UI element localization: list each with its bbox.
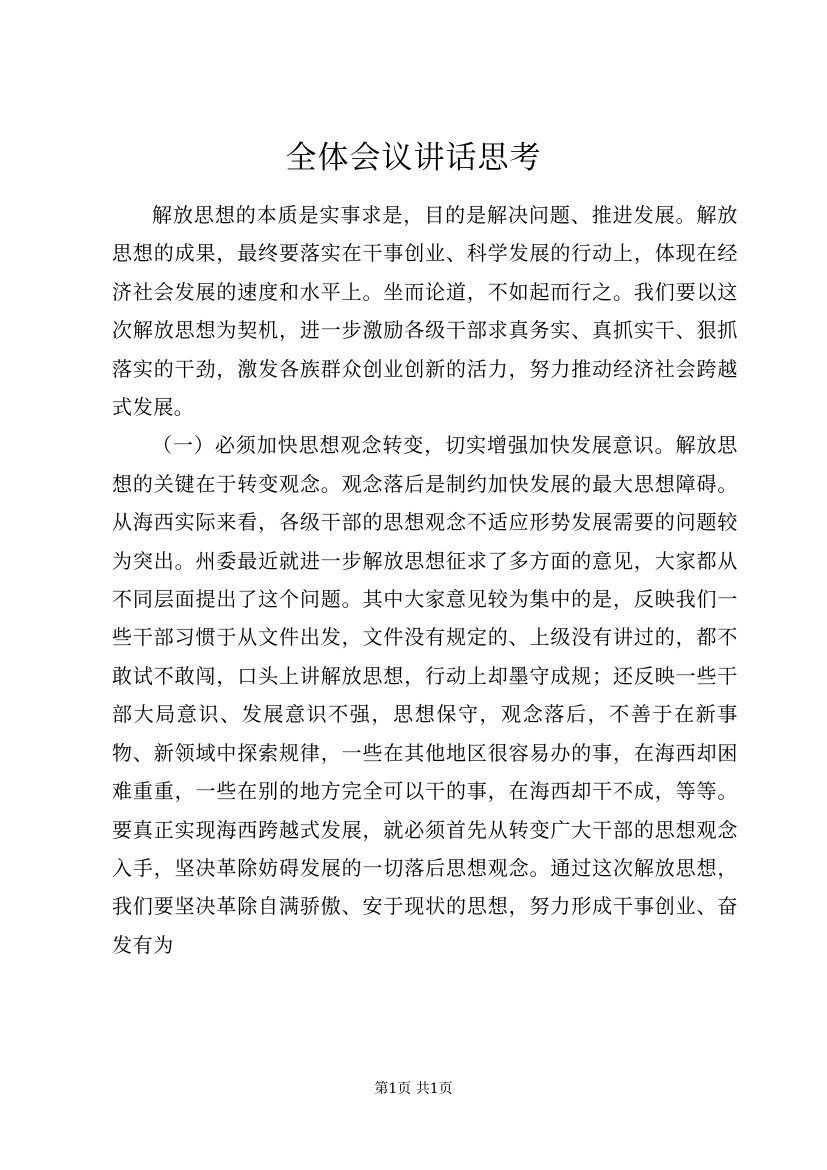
document-body	[112, 196, 738, 964]
page-number: 第1页 共1页	[374, 1081, 453, 1097]
paragraph-1: 解放思想的本质是实事求是，目的是解决问题、推进发展。解放思想的成果，最终要落实在干事创业、科学发展的行动上，体现在经济社会发展的速度和水平上。坐而论道，不如起而行之。我们要以这次解放思想为契机，进一步激励各级干部求真务实、真抓实干、狠抓落实的干劲，激发各族群众创业创新的活力，努力推动经济社会跨越式发展。	[112, 203, 738, 420]
page-footer	[0, 1079, 827, 1099]
paragraph-2: （一）必须加快思想观念转变，切实增强加快发展意识。解放思想的关键在于转变观念。观念落后是制约加快发展的最大思想障碍。从海西实际来看，各级干部的思想观念不适应形势发展需要的问题较为突出。州委最近就进一步解放思想征求了多方面的意见，大家都从不同层面提出了这个问题。其中大家意见较为集中的是，反映我们一些干部习惯于从文件出发，文件没有规定的、上级没有讲过的，都不敢试不敢闯，口头上讲解放思想，行动上却墨守成规；还反映一些干部大局意识、发展意识不强，思想保守，观念落后，不善于在新事物、新领域中探索规律，一些在其他地区很容易办的事，在海西却困难重重，一些在别的地方完全可以干的事，在海西却干不成，等等。要真正实现海西跨越式发展，就必须首先从转变广大干部的思想观念入手，坚决革除妨碍发展的一切落后思想观念。通过这次解放思想，我们要坚决革除自满骄傲、安于现状的思想，努力形成干事创业、奋发有为	[112, 433, 738, 957]
document-title: 全体会议讲话思考	[285, 140, 542, 176]
